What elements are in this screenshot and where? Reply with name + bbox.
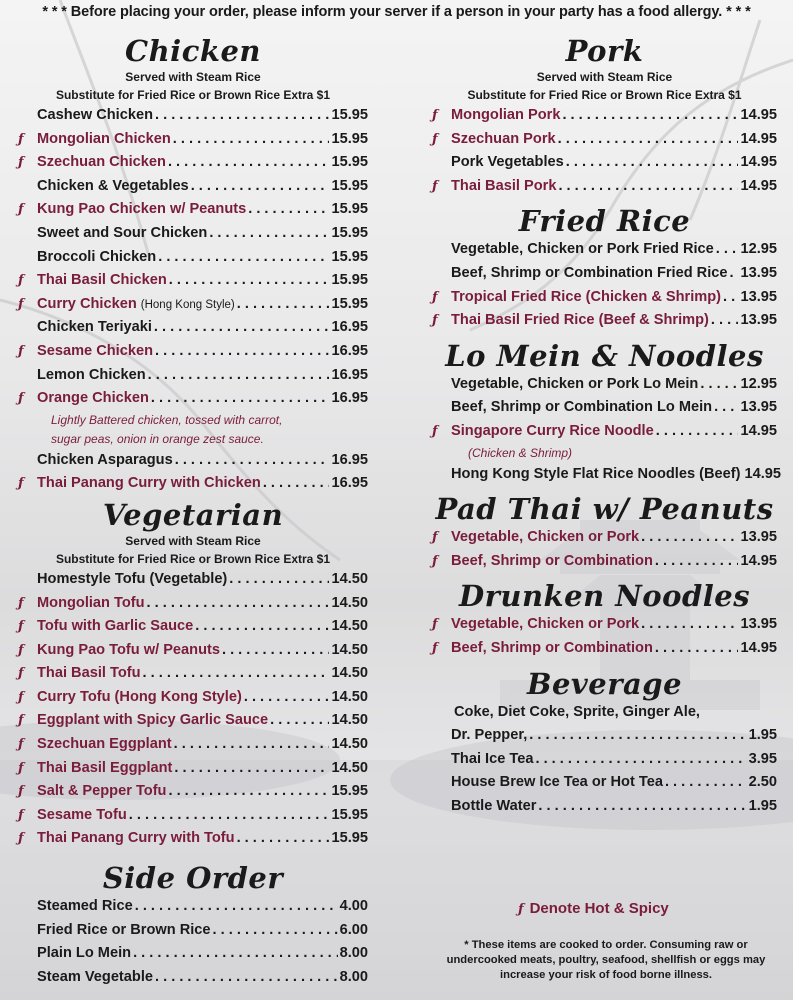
menu-item bbox=[18, 733, 368, 757]
section-subtitle: Served with Steam Rice bbox=[125, 70, 261, 84]
allergy-notice: * * * Before placing your order, please inform your server if a person in your party has a food allergy. * * * bbox=[42, 4, 751, 20]
menu-item bbox=[18, 340, 368, 364]
dot-leader bbox=[222, 639, 330, 663]
menu-item bbox=[18, 246, 368, 270]
item-price: 14.50 bbox=[331, 759, 368, 776]
lo-mein-section bbox=[432, 338, 781, 486]
item-price: 14.95 bbox=[744, 465, 781, 482]
item-name: Szechuan Pork bbox=[451, 130, 556, 147]
vegetarian-section bbox=[18, 498, 368, 851]
chili-icon: ƒ bbox=[432, 178, 438, 194]
item-name: Vegetable, Chicken or Pork bbox=[451, 616, 640, 633]
item-price: 14.50 bbox=[331, 688, 368, 705]
menu-item bbox=[18, 128, 368, 152]
item-name: Cashew Chicken bbox=[37, 107, 153, 123]
menu-item bbox=[432, 550, 777, 574]
section-title: Fried Rice bbox=[518, 204, 691, 239]
menu-item bbox=[18, 222, 368, 246]
item-price: 14.50 bbox=[331, 736, 368, 753]
dot-leader bbox=[175, 449, 330, 473]
side-items bbox=[18, 895, 368, 989]
item-price: 14.95 bbox=[740, 154, 777, 171]
dot-leader bbox=[529, 724, 746, 748]
item-name: Sesame Tofu bbox=[37, 806, 127, 823]
item-description: (Chicken & Shrimp) bbox=[468, 445, 573, 460]
dot-leader bbox=[191, 175, 330, 199]
dot-leader bbox=[154, 316, 330, 340]
chili-icon: ƒ bbox=[18, 760, 24, 776]
item-price: 14.50 bbox=[331, 618, 368, 635]
chili-icon: ƒ bbox=[18, 595, 24, 611]
chili-icon: ƒ bbox=[18, 296, 24, 312]
section-subtitle: Substitute for Fried Rice or Brown Rice Extra $1 bbox=[55, 88, 331, 102]
menu-item bbox=[432, 262, 777, 286]
chili-icon: ƒ bbox=[18, 689, 24, 705]
dot-leader bbox=[168, 151, 330, 175]
chili-icon: ƒ bbox=[18, 391, 24, 407]
chili-icon: ƒ bbox=[432, 640, 438, 656]
item-name: Vegetable, Chicken or Pork bbox=[451, 529, 640, 546]
dot-leader bbox=[558, 128, 739, 152]
menu-item bbox=[18, 269, 368, 293]
item-name: Mongolian Chicken bbox=[37, 130, 171, 147]
dot-leader bbox=[656, 420, 739, 444]
item-name: Eggplant with Spicy Garlic Sauce bbox=[37, 712, 269, 729]
dot-leader bbox=[248, 198, 329, 222]
chili-icon: ƒ bbox=[18, 343, 24, 359]
menu-item bbox=[432, 420, 777, 444]
item-price: 14.95 bbox=[740, 107, 777, 123]
item-name: Dr. Pepper, bbox=[451, 727, 528, 744]
dot-leader bbox=[151, 387, 330, 411]
menu-item bbox=[432, 238, 777, 262]
dot-leader bbox=[158, 246, 329, 270]
beverage-section bbox=[432, 667, 777, 819]
menu-item bbox=[432, 637, 777, 661]
item-name: Thai Basil Pork bbox=[451, 177, 557, 194]
menu-item bbox=[432, 463, 781, 487]
menu-item bbox=[432, 128, 777, 152]
item-name: Sesame Chicken bbox=[37, 342, 154, 359]
menu-item bbox=[18, 966, 368, 990]
dot-leader bbox=[723, 286, 738, 310]
item-price: 14.95 bbox=[740, 177, 777, 194]
dot-leader bbox=[174, 757, 329, 781]
chili-icon: ƒ bbox=[18, 273, 24, 289]
fried-rice-items bbox=[432, 238, 777, 332]
chili-icon: ƒ bbox=[18, 642, 24, 658]
item-price: 15.95 bbox=[331, 130, 368, 147]
menu-item bbox=[18, 592, 368, 616]
menu-item bbox=[18, 568, 368, 592]
item-price: 16.95 bbox=[331, 390, 368, 407]
item-price: 14.50 bbox=[331, 570, 368, 587]
menu-item bbox=[18, 293, 368, 317]
menu-item bbox=[432, 795, 777, 819]
menu-item bbox=[18, 198, 368, 222]
menu-item bbox=[432, 104, 777, 128]
item-name: Chicken Asparagus bbox=[37, 451, 173, 468]
item-name: Fried Rice or Brown Rice bbox=[37, 921, 211, 938]
dot-leader bbox=[209, 222, 329, 246]
dot-leader bbox=[133, 942, 338, 966]
lo-mein-items-2 bbox=[432, 463, 781, 487]
menu-item bbox=[432, 309, 777, 333]
item-price: 16.95 bbox=[331, 451, 368, 468]
chili-icon: ƒ bbox=[18, 202, 24, 218]
menu-item bbox=[432, 724, 777, 748]
menu-item bbox=[432, 151, 777, 175]
pad-thai-items bbox=[432, 526, 777, 573]
section-title: Beverage bbox=[526, 666, 683, 701]
left-column bbox=[18, 34, 368, 989]
dot-leader bbox=[229, 568, 329, 592]
dot-leader bbox=[174, 733, 330, 757]
item-name: Kung Pao Tofu w/ Peanuts bbox=[37, 641, 220, 658]
item-name: Broccoli Chicken bbox=[37, 248, 157, 265]
menu-item bbox=[432, 286, 777, 310]
section-title: Lo Mein & Noodles bbox=[445, 338, 764, 373]
dot-leader bbox=[135, 895, 338, 919]
dot-leader bbox=[195, 615, 329, 639]
dot-leader bbox=[641, 526, 738, 550]
menu-item bbox=[432, 373, 777, 397]
chili-icon: ƒ bbox=[432, 617, 438, 633]
dot-leader bbox=[143, 662, 330, 686]
dot-leader bbox=[155, 104, 329, 128]
dot-leader bbox=[566, 151, 739, 175]
item-name: Szechuan Chicken bbox=[37, 154, 166, 171]
fried-rice-section bbox=[432, 204, 777, 332]
vegetarian-items bbox=[18, 568, 368, 851]
chili-icon: ƒ bbox=[18, 713, 24, 729]
menu-item bbox=[18, 662, 368, 686]
dot-leader bbox=[716, 238, 739, 262]
chili-icon: ƒ bbox=[518, 902, 524, 917]
dot-leader bbox=[655, 637, 739, 661]
item-description: sugar peas, onion in orange zest sauce. bbox=[51, 431, 264, 446]
item-price: 15.95 bbox=[331, 201, 368, 218]
item-name: Curry Chicken bbox=[37, 295, 137, 312]
chili-icon: ƒ bbox=[18, 131, 24, 147]
section-subtitle: Substitute for Fried Rice or Brown Rice Extra $1 bbox=[55, 551, 331, 566]
menu-item bbox=[18, 804, 368, 828]
item-name: Pork Vegetables bbox=[451, 154, 564, 171]
dot-leader bbox=[129, 804, 330, 828]
item-name: Beef, Shrimp or Combination bbox=[451, 639, 653, 656]
item-price: 16.95 bbox=[331, 319, 368, 336]
section-title: Chicken bbox=[125, 34, 261, 68]
item-name: Bottle Water bbox=[451, 797, 537, 814]
dot-leader bbox=[244, 686, 330, 710]
item-price: 14.50 bbox=[331, 712, 368, 729]
item-price: 13.95 bbox=[740, 399, 777, 416]
item-price: 16.95 bbox=[331, 366, 368, 383]
dot-leader bbox=[655, 550, 739, 574]
menu-item bbox=[18, 639, 368, 663]
dot-leader bbox=[148, 364, 330, 388]
food-disclaimer: * These items are cooked to order. Consuming raw or undercooked meats, poultry, seafood, shellfish or eggs may increase your risk of food borne illness. bbox=[446, 939, 766, 981]
item-name: Szechuan Eggplant bbox=[37, 736, 172, 753]
item-price: 15.95 bbox=[331, 830, 368, 847]
dot-leader bbox=[562, 104, 738, 128]
item-name: Tropical Fried Rice (Chicken & Shrimp) bbox=[451, 288, 722, 305]
menu-item bbox=[432, 526, 777, 550]
menu-item bbox=[18, 316, 368, 340]
chili-icon: ƒ bbox=[18, 619, 24, 635]
side-order-section bbox=[18, 861, 368, 989]
item-price: 1.95 bbox=[748, 727, 777, 744]
item-name: Curry Tofu (Hong Kong Style) bbox=[37, 688, 242, 705]
pad-thai-section bbox=[432, 492, 777, 573]
item-price: 3.95 bbox=[748, 750, 777, 767]
dot-leader bbox=[169, 269, 330, 293]
menu-item bbox=[432, 771, 777, 795]
item-name: Thai Panang Curry with Tofu bbox=[37, 830, 235, 847]
chili-icon: ƒ bbox=[432, 313, 438, 329]
item-name: Thai Basil Fried Rice (Beef & Shrimp) bbox=[451, 312, 709, 329]
section-subtitle: Served with Steam Rice bbox=[536, 70, 673, 84]
item-name: Mongolian Pork bbox=[451, 107, 561, 123]
dot-leader bbox=[714, 396, 738, 420]
legend-text: Denote Hot & Spicy bbox=[529, 900, 669, 917]
menu-item bbox=[18, 472, 368, 496]
item-name: Plain Lo Mein bbox=[37, 945, 132, 962]
item-price: 15.95 bbox=[331, 154, 368, 171]
dot-leader bbox=[155, 340, 329, 364]
dot-leader bbox=[700, 373, 738, 397]
chili-icon: ƒ bbox=[432, 423, 438, 439]
dot-leader bbox=[155, 966, 338, 990]
dot-leader bbox=[641, 613, 738, 637]
item-name: Vegetable, Chicken or Pork Lo Mein bbox=[451, 375, 699, 392]
chili-icon: ƒ bbox=[18, 831, 24, 847]
chili-icon: ƒ bbox=[18, 737, 24, 753]
item-name: Chicken Teriyaki bbox=[37, 319, 152, 336]
item-name: House Brew Ice Tea or Hot Tea bbox=[451, 774, 663, 791]
item-price: 4.00 bbox=[339, 898, 368, 915]
menu-item bbox=[18, 686, 368, 710]
item-price: 15.95 bbox=[331, 806, 368, 823]
item-name: Thai Panang Curry with Chicken bbox=[37, 475, 261, 492]
item-name: Thai Basil Tofu bbox=[37, 665, 141, 682]
section-title: Drunken Noodles bbox=[458, 579, 751, 614]
menu-item bbox=[18, 615, 368, 639]
dot-leader bbox=[538, 795, 746, 819]
item-price: 8.00 bbox=[339, 945, 368, 962]
item-price: 15.95 bbox=[331, 783, 368, 800]
chicken-section bbox=[18, 34, 368, 496]
item-price: 15.95 bbox=[331, 295, 368, 312]
menu-item bbox=[18, 364, 368, 388]
item-name: Singapore Curry Rice Noodle bbox=[451, 422, 654, 439]
dot-leader bbox=[665, 771, 747, 795]
item-price: 6.00 bbox=[339, 921, 368, 938]
item-price: 14.95 bbox=[740, 639, 777, 656]
item-note: (Hong Kong Style) bbox=[140, 298, 235, 311]
chili-icon: ƒ bbox=[18, 784, 24, 800]
item-price: 13.95 bbox=[740, 616, 777, 633]
menu-item bbox=[432, 748, 777, 772]
item-description: Lightly Battered chicken, tossed with carrot, bbox=[51, 412, 283, 427]
item-price: 14.95 bbox=[740, 130, 777, 147]
chili-icon: ƒ bbox=[18, 476, 24, 492]
menu-item bbox=[18, 827, 368, 851]
menu-item bbox=[432, 613, 777, 637]
item-name: Beef, Shrimp or Combination Fried Rice bbox=[451, 264, 728, 281]
pork-section bbox=[432, 34, 777, 198]
dot-leader bbox=[558, 175, 738, 199]
item-price: 16.95 bbox=[331, 475, 368, 492]
dot-leader bbox=[535, 748, 746, 772]
item-name: Steamed Rice bbox=[37, 898, 133, 915]
menu-item bbox=[18, 449, 368, 473]
menu-item bbox=[18, 151, 368, 175]
item-name: Thai Basil Chicken bbox=[37, 272, 167, 289]
menu-item bbox=[18, 757, 368, 781]
dot-leader bbox=[711, 309, 739, 333]
item-name: Salt & Pepper Tofu bbox=[37, 783, 167, 800]
menu-item bbox=[18, 942, 368, 966]
item-price: 13.95 bbox=[740, 288, 777, 305]
chili-icon: ƒ bbox=[432, 108, 438, 123]
menu-item bbox=[18, 780, 368, 804]
item-price: 15.95 bbox=[331, 224, 368, 241]
dot-leader bbox=[237, 827, 330, 851]
beverage-line: Coke, Diet Coke, Sprite, Ginger Ale, bbox=[454, 703, 700, 720]
item-price: 15.95 bbox=[331, 107, 368, 123]
item-name: Beef, Shrimp or Combination Lo Mein bbox=[451, 399, 713, 416]
right-column bbox=[432, 34, 781, 818]
pork-items bbox=[432, 104, 777, 198]
section-subtitle: Substitute for Fried Rice or Brown Rice Extra $1 bbox=[467, 88, 742, 102]
item-name: Mongolian Tofu bbox=[37, 594, 145, 611]
menu-item bbox=[432, 175, 777, 199]
item-name: Tofu with Garlic Sauce bbox=[37, 618, 194, 635]
item-name: Homestyle Tofu (Vegetable) bbox=[37, 570, 228, 587]
item-price: 15.95 bbox=[331, 272, 368, 289]
section-title: Side Order bbox=[102, 861, 284, 896]
menu-item bbox=[18, 175, 368, 199]
item-name: Thai Ice Tea bbox=[451, 750, 534, 767]
menu-item bbox=[18, 919, 368, 943]
item-price: 14.50 bbox=[331, 594, 368, 611]
section-title: Pork bbox=[565, 34, 644, 68]
item-price: 1.95 bbox=[748, 797, 777, 814]
item-name: Steam Vegetable bbox=[37, 968, 153, 985]
section-title: Vegetarian bbox=[102, 497, 284, 532]
dot-leader bbox=[270, 709, 329, 733]
item-price: 2.50 bbox=[748, 774, 777, 791]
item-name: Hong Kong Style Flat Rice Noodles (Beef) bbox=[451, 465, 741, 482]
item-price: 13.95 bbox=[740, 264, 777, 281]
item-price: 15.95 bbox=[331, 177, 368, 194]
dot-leader bbox=[213, 919, 338, 943]
item-price: 16.95 bbox=[331, 342, 368, 359]
item-name: Chicken & Vegetables bbox=[37, 177, 189, 194]
item-name: Thai Basil Eggplant bbox=[37, 759, 173, 776]
item-name: Sweet and Sour Chicken bbox=[37, 224, 208, 241]
dot-leader bbox=[173, 128, 330, 152]
beverage-items bbox=[432, 724, 777, 818]
dot-leader bbox=[168, 780, 329, 804]
item-price: 15.95 bbox=[331, 248, 368, 265]
dot-leader bbox=[237, 293, 330, 317]
item-price: 14.50 bbox=[331, 641, 368, 658]
item-price: 13.95 bbox=[740, 312, 777, 329]
chili-icon: ƒ bbox=[18, 807, 24, 823]
item-price: 14.50 bbox=[331, 665, 368, 682]
drunken-noodles-section bbox=[432, 579, 777, 660]
spicy-legend bbox=[518, 900, 669, 917]
item-price: 14.95 bbox=[740, 422, 777, 439]
item-name: Vegetable, Chicken or Pork Fried Rice bbox=[451, 241, 714, 258]
item-name: Lemon Chicken bbox=[37, 366, 146, 383]
item-price: 13.95 bbox=[740, 529, 777, 546]
dot-leader bbox=[263, 472, 330, 496]
chili-icon: ƒ bbox=[432, 530, 438, 546]
section-title: Pad Thai w/ Peanuts bbox=[435, 492, 774, 527]
chicken-items bbox=[18, 104, 368, 411]
chili-icon: ƒ bbox=[18, 666, 24, 682]
item-price: 14.95 bbox=[740, 552, 777, 569]
menu-item bbox=[18, 104, 368, 128]
item-price: 12.95 bbox=[740, 241, 777, 258]
item-name: Beef, Shrimp or Combination bbox=[451, 552, 653, 569]
chicken-items-2 bbox=[18, 449, 368, 496]
section-subtitle: Served with Steam Rice bbox=[125, 533, 261, 548]
menu-item bbox=[18, 709, 368, 733]
item-price: 12.95 bbox=[740, 375, 777, 392]
chili-icon: ƒ bbox=[18, 155, 24, 171]
item-price: 8.00 bbox=[339, 968, 368, 985]
drunken-items bbox=[432, 613, 777, 660]
menu-item bbox=[432, 396, 777, 420]
item-name: Orange Chicken bbox=[37, 390, 149, 407]
chili-icon: ƒ bbox=[432, 131, 438, 147]
item-name: Kung Pao Chicken w/ Peanuts bbox=[37, 201, 247, 218]
menu-item bbox=[18, 387, 368, 411]
chili-icon: ƒ bbox=[432, 289, 438, 305]
dot-leader bbox=[147, 592, 330, 616]
chili-icon: ƒ bbox=[432, 553, 438, 569]
lo-mein-items bbox=[432, 373, 777, 444]
dot-leader bbox=[730, 262, 739, 286]
menu-item bbox=[18, 895, 368, 919]
